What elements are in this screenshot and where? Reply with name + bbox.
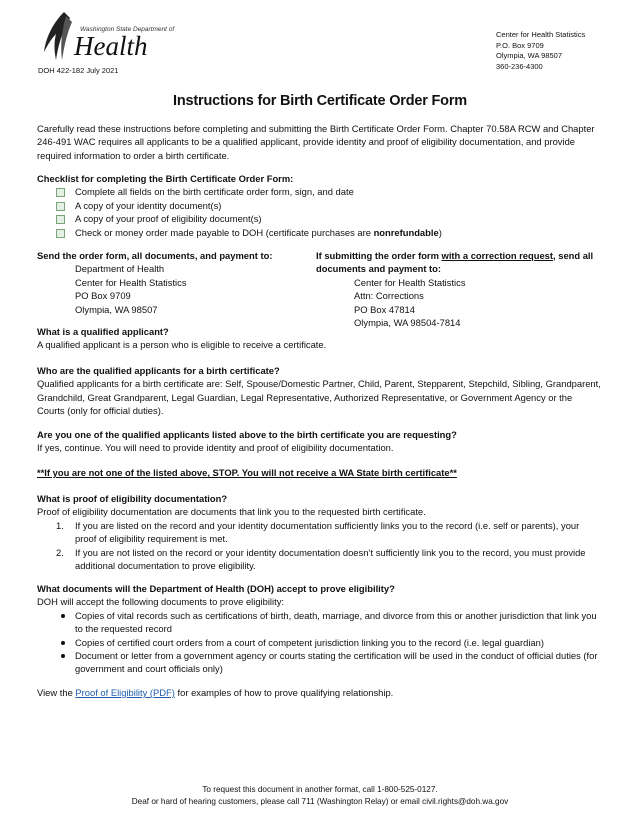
who-heading: Who are the qualified applicants for a birth certificate? xyxy=(37,365,280,376)
address-line: 360-236-4300 xyxy=(496,61,543,71)
send-address xyxy=(37,262,307,316)
proof-of-eligibility-link[interactable]: Proof of Eligibility (PDF) xyxy=(75,687,175,698)
are-you-section xyxy=(37,428,602,455)
address-line: Center for Health Statistics xyxy=(496,30,586,39)
checkbox-icon[interactable] xyxy=(56,188,65,197)
stop-warning: **If you are not one of the listed above, STOP. You will not receive a WA State birth certificate** xyxy=(37,467,457,478)
list-number: 2. xyxy=(56,546,64,558)
accept-list-item xyxy=(37,636,602,649)
proof-text: Proof of eligibility documentation are documents that link you to the requested birth certificate. xyxy=(37,506,426,518)
address-line: PO Box 9709 xyxy=(75,290,131,302)
logo-department-text: Washington State Department of xyxy=(80,26,175,33)
address-line: PO Box 47814 xyxy=(354,303,415,315)
correction-heading-post: , send all documents and payment to: xyxy=(316,250,594,275)
correction-heading-underlined: with a correction request xyxy=(441,250,554,261)
correction-section xyxy=(316,249,601,329)
qualified-heading: What is a qualified applicant? xyxy=(37,326,169,337)
view-pre: View the xyxy=(37,687,76,698)
intro-section xyxy=(37,122,602,162)
qualified-text: A qualified applicant is a person who is eligible to receive a certificate. xyxy=(37,339,327,351)
accept-list-item xyxy=(37,609,602,636)
checklist-item xyxy=(37,212,602,225)
checklist-item xyxy=(37,185,602,198)
checklist-item-text: Check or money order made payable to DOH (certificate purchases are xyxy=(75,226,374,238)
checklist-heading: Checklist for completing the Birth Certificate Order Form: xyxy=(37,173,294,184)
bullet-icon xyxy=(61,641,65,645)
send-heading: Send the order form, all documents, and payment to: xyxy=(37,250,273,261)
address-line: Olympia, WA 98504-7814 xyxy=(354,317,461,329)
checklist-item-text: A copy of your proof of eligibility document(s) xyxy=(75,213,262,225)
accept-section xyxy=(37,582,602,676)
list-number: 1. xyxy=(56,519,64,531)
who-section xyxy=(37,364,602,418)
nonrefundable-text: nonrefundable xyxy=(373,226,439,238)
correction-address xyxy=(316,276,601,330)
accept-list-item xyxy=(37,649,602,676)
address-line: Attn: Corrections xyxy=(354,290,424,302)
checkbox-icon[interactable] xyxy=(56,229,65,238)
footer-line: Deaf or hard of hearing customers, please call 711 (Washington Relay) or email civil.rights@doh.wa.gov xyxy=(131,797,509,806)
bullet-icon xyxy=(61,614,65,618)
intro-text: Carefully read these instructions before completing and submitting the Birth Certificate Order Form. Chapter 70.58A RCW and Chapter 246-491 WAC requires all applicants to be a qualified applicant, provide identity and proof of eligibility documentation, and provide required information to order a birth certificate. xyxy=(37,123,595,161)
footer-line: To request this document in another format, call 1-800-525-0127. xyxy=(202,785,438,794)
bullet-icon xyxy=(61,654,65,658)
address-line: P.O. Box 9709 xyxy=(496,40,544,50)
proof-list-item xyxy=(37,519,602,546)
address-line: Center for Health Statistics xyxy=(354,276,466,288)
qualified-section xyxy=(37,325,602,352)
checklist-item-text: A copy of your identity document(s) xyxy=(75,199,222,211)
list-item-text: Document or letter from a government agency or courts stating the certification will be used in the conduct of official duties (for government and court officials only) xyxy=(75,650,598,675)
address-line: Olympia, WA 98507 xyxy=(496,51,563,60)
correction-heading-pre: If submitting the order form xyxy=(316,250,442,261)
page-footer xyxy=(0,784,640,808)
header-address xyxy=(496,30,585,72)
who-text: Qualified applicants for a birth certificate are: Self, Spouse/Domestic Partner, Child, Parent, Stepparent, Stepchild, Sibling, Grandparent, Grandchild, Great Grandparent, Legal Guardian, Legal Representative, Authorized Representative, or Government Agency or the Courts (only for official duties). xyxy=(37,378,601,417)
address-line: Center for Health Statistics xyxy=(75,276,187,288)
form-number: DOH 422-182 July 2021 xyxy=(38,66,119,75)
are-you-text: If yes, continue. You will need to provide identity and proof of eligibility documentation. xyxy=(37,442,394,454)
correction-heading xyxy=(316,249,601,276)
list-item-text: If you are not listed on the record or your identity documentation doesn’t sufficiently link you to the record, you must provide additional documentation to prove eligibility. xyxy=(75,546,586,572)
send-section xyxy=(37,249,307,316)
list-item-text: If you are listed on the record and your identity documentation sufficiently links you to the record (i.e. self or parents), your proof of eligibility requirement is met. xyxy=(75,519,580,545)
view-section xyxy=(37,686,602,699)
are-you-heading: Are you one of the qualified applicants listed above to the birth certificate you are requesting? xyxy=(37,429,457,440)
address-line: Olympia, WA 98507 xyxy=(75,303,158,315)
proof-heading: What is proof of eligibility documentation? xyxy=(37,493,228,504)
view-post: for examples of how to prove qualifying relationship. xyxy=(174,687,394,698)
checklist-item-tail: ) xyxy=(438,226,442,238)
proof-list-item xyxy=(37,546,602,573)
page-title: Instructions for Birth Certificate Order Form xyxy=(173,93,467,109)
view-text xyxy=(37,686,602,699)
proof-section xyxy=(37,492,602,572)
accept-heading: What documents will the Department of Health (DOH) accept to prove eligibility? xyxy=(37,583,395,594)
checklist-item-text: Complete all fields on the birth certificate order form, sign, and date xyxy=(75,186,354,198)
checklist-section xyxy=(37,172,602,239)
logo-health-text: Health xyxy=(74,31,148,61)
list-item-text: Copies of certified court orders from a court of competent jurisdiction linking you to the record (i.e. legal guardian) xyxy=(75,636,544,648)
address-line: Department of Health xyxy=(75,263,165,275)
list-item-text: Copies of vital records such as certifications of birth, death, marriage, and divorce from this or another jurisdiction that link you to the requested record xyxy=(75,609,597,635)
checklist-item xyxy=(37,199,602,212)
checklist-item xyxy=(37,226,602,239)
checkbox-icon[interactable] xyxy=(56,202,65,211)
stop-section xyxy=(37,466,602,479)
accept-text: DOH will accept the following documents to prove eligibility: xyxy=(37,596,284,608)
checkbox-icon[interactable] xyxy=(56,215,65,224)
